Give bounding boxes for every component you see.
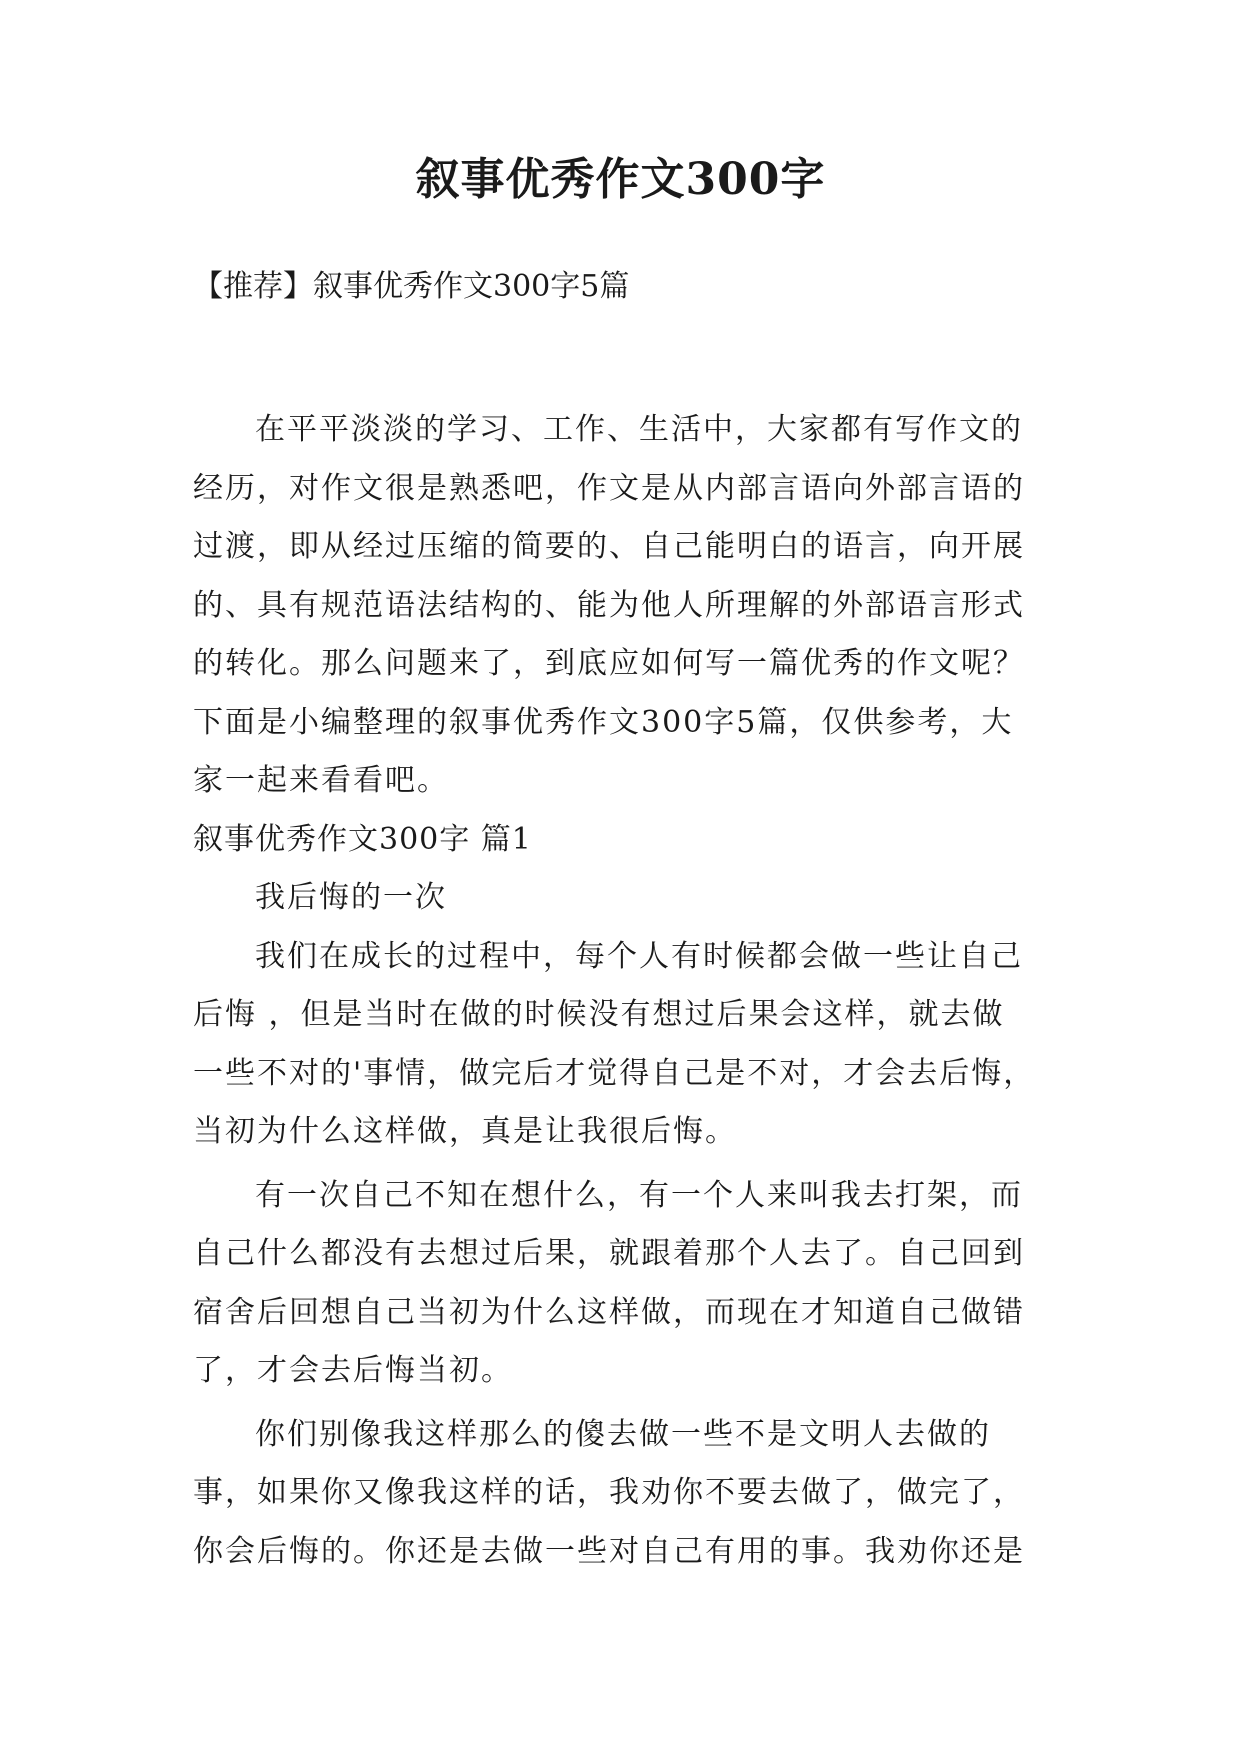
document-body — [193, 401, 1073, 1581]
paragraph-line: 后悔 ，但是当时在做的时候没有想过后果会这样，就去做 — [193, 997, 1005, 1032]
section-heading: 叙事优秀作文300字 篇1 — [193, 821, 532, 857]
paragraph-line: 我们在成长的过程中，每个人有时候都会做一些让自己 — [255, 938, 1023, 974]
paragraph-line: 一些不对的'事情，做完后才觉得自己是不对，才会去后悔， — [193, 1055, 1036, 1091]
essay-title: 我后悔的一次 — [255, 880, 447, 915]
paragraph-line: 你们别像我这样那么的傻去做一些不是文明人去做的 — [255, 1416, 991, 1452]
paragraph-line: 你会后悔的。你还是去做一些对自己有用的事。我劝你还是 — [193, 1533, 1025, 1569]
document-title: 叙事优秀作文300字 — [415, 154, 826, 205]
intro-line: 的、具有规范语法结构的、能为他人所理解的外部语言形式 — [193, 587, 1025, 623]
intro-line: 家一起来看看吧。 — [193, 763, 449, 798]
paragraph-line: 有一次自己不知在想什么，有一个人来叫我去打架，而 — [255, 1177, 1023, 1213]
paragraph-line: 事，如果你又像我这样的话，我劝你不要去做了，做完了， — [193, 1475, 1025, 1510]
paragraph-line: 宿舍后回想自己当初为什么这样做，而现在才知道自己做错 — [193, 1294, 1025, 1330]
paragraph-line: 自己什么都没有去想过后果，就跟着那个人去了。自己回到 — [193, 1236, 1025, 1271]
intro-line: 过渡，即从经过压缩的简要的、自己能明白的语言，向开展 — [193, 529, 1025, 564]
intro-line: 经历，对作文很是熟悉吧，作文是从内部言语向外部言语的 — [193, 470, 1025, 506]
intro-line: 下面是小编整理的叙事优秀作文300字5篇，仅供参考，大 — [193, 704, 1014, 740]
paragraph-line: 了，才会去后悔当初。 — [193, 1353, 513, 1388]
intro-line: 在平平淡淡的学习、工作、生活中，大家都有写作文的 — [255, 412, 1023, 447]
intro-line: 的转化。那么问题来了，到底应如何写一篇优秀的作文呢？ — [193, 646, 1025, 681]
paragraph-line: 当初为什么这样做，真是让我很后悔。 — [193, 1114, 737, 1149]
recommend-line: 【推荐】叙事优秀作文300字5篇 — [193, 269, 630, 304]
